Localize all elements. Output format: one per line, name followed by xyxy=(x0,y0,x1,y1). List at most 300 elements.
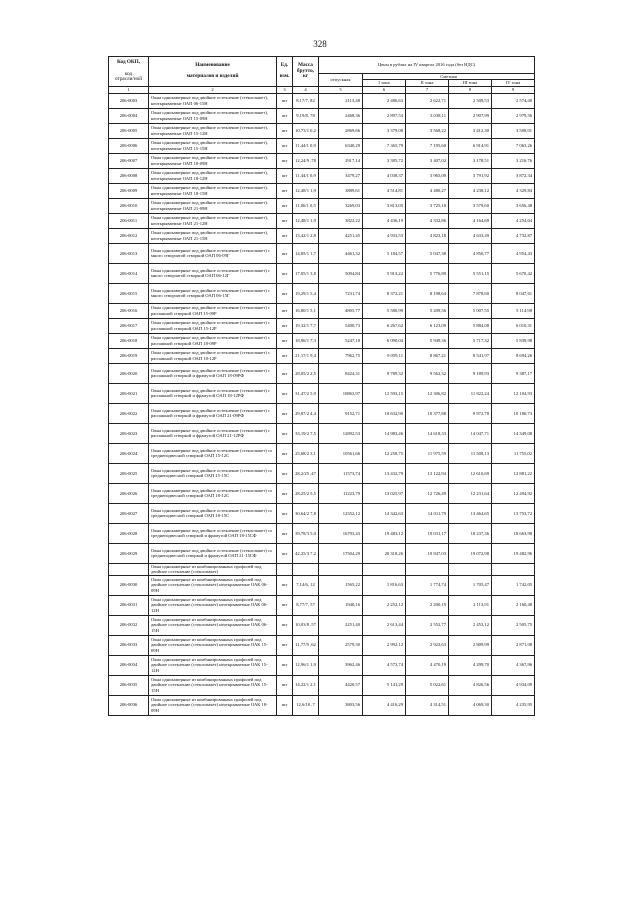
item-code: 206-0022 xyxy=(109,403,149,423)
item-unit: шт xyxy=(277,443,293,463)
item-name: Окна однокамерные из комбинированных профилей под двойное остекление (стеклопакет) xyxy=(149,563,277,575)
item-unit: шт xyxy=(277,383,293,403)
zone-4-price: 4 367,96 xyxy=(492,655,535,675)
zone-3-price: 1 705,47 xyxy=(449,575,492,595)
item-code: 206-0033 xyxy=(109,635,149,655)
item-code: 206-0024 xyxy=(109,443,149,463)
table-row xyxy=(109,543,535,563)
zone-2-price: 5 047,38 xyxy=(406,243,449,263)
item-code: 206-0023 xyxy=(109,423,149,443)
zone-2-price: 2 200,19 xyxy=(406,595,449,615)
item-mass: 19,32/1 7,7 xyxy=(293,318,319,333)
item-mass: 12,24/9 ,78 xyxy=(293,153,319,168)
estimate-header: Сметная xyxy=(363,74,535,80)
item-code: 206-0013 xyxy=(109,243,149,263)
zone-4-price: 6 010,31 xyxy=(492,318,535,333)
zone-2-price: 14 011,79 xyxy=(406,503,449,523)
zone-2-price: 4 480,27 xyxy=(406,183,449,198)
item-unit: шт xyxy=(277,93,293,108)
item-name: Окна однокамерные из комбинированных профилей под двойное остекление (стеклопакет) неоткрываемые ОАК 06-12Н xyxy=(149,595,277,615)
table-row xyxy=(109,463,535,483)
zone-4-price: 12 104,93 xyxy=(492,383,535,403)
item-name: Окна однокамерные из комбинированных профилей под двойное остекление (стеклопакет) неоткрываемые ОАК 15-09Н xyxy=(149,635,277,655)
item-code: 206-0034 xyxy=(109,655,149,675)
item-code: 206-0017 xyxy=(109,318,149,333)
release-price: 12892,53 xyxy=(319,423,363,443)
zone-1-price: 4 038,37 xyxy=(363,168,406,183)
zone-1-price: 2 486,63 xyxy=(363,93,406,108)
item-unit: шт xyxy=(277,575,293,595)
release-price: 3479,27 xyxy=(319,168,363,183)
zone-1-price: 6 267,62 xyxy=(363,318,406,333)
zone-3-price: 13 464,65 xyxy=(449,503,492,523)
table-row xyxy=(109,403,535,423)
item-mass: 31,47/2 5,9 xyxy=(293,383,319,403)
zone-3-price: 11 508,13 xyxy=(449,443,492,463)
zone-1-price: 13 432,79 xyxy=(363,463,406,483)
price-header: Цены в рублях на IV квартал 2016 года (без НДС) xyxy=(319,57,535,74)
zone-4-price: 4 235,95 xyxy=(492,695,535,715)
item-unit xyxy=(277,563,293,575)
item-unit: шт xyxy=(277,318,293,333)
item-name: Окна однокамерные под двойное остекление (стеклопакет), неоткрываемые ОАП 15-09Н xyxy=(149,108,277,123)
release-price: 2917,14 xyxy=(319,153,363,168)
item-unit: шт xyxy=(277,543,293,563)
release-price: 2468,36 xyxy=(319,108,363,123)
item-name: Окна однокамерные под двойное остекление (стеклопакет) с распашной створкой и фрамугой ОАП 21-09РФ xyxy=(149,403,277,423)
table-row xyxy=(109,615,535,635)
item-name: Окна однокамерные под двойное остекление (стеклопакет), неоткрываемые ОАП 21-09Н xyxy=(149,198,277,213)
zone-1-price: 4 436,19 xyxy=(363,213,406,228)
item-unit: шт xyxy=(277,503,293,523)
release-price: 2869,66 xyxy=(319,123,363,138)
zone-3-price: 2 809,99 xyxy=(449,635,492,655)
item-name: Окна однокамерные под двойное остекление (стеклопакет) с много створчатой створкой ОАП 06-12Г xyxy=(149,263,277,283)
release-price: 4805,77 xyxy=(319,303,363,318)
table-row xyxy=(109,363,535,383)
item-name: Окна однокамерные под двойное остекление (стеклопакет) с распашной створкой ОАП 15-12Р xyxy=(149,318,277,333)
zone-4-price xyxy=(492,563,535,575)
zone-1-price: 19 483,12 xyxy=(363,523,406,543)
zone-3-price: 12 610,69 xyxy=(449,463,492,483)
release-price: 1565,22 xyxy=(319,575,363,595)
release-price: 7231,74 xyxy=(319,283,363,303)
table-row xyxy=(109,695,535,715)
item-mass: 8,17/7, 82 xyxy=(293,93,319,108)
zone-4-price: 1 742,05 xyxy=(492,575,535,595)
group-header-row xyxy=(109,563,535,575)
code-header: Код ОКП, код отрасли/ной xyxy=(109,57,149,87)
zone-3-price: 3 579,60 xyxy=(449,198,492,213)
zone-2-price: 8 867,21 xyxy=(406,348,449,363)
item-name: Окна однокамерные под двойное остекление (стеклопакет), неоткрываемые ОАП 18-09Н xyxy=(149,153,277,168)
item-mass: 14,85/1 1,7 xyxy=(293,243,319,263)
zone-1-price: 12 258,75 xyxy=(363,443,406,463)
zone-1-price: 1 816,63 xyxy=(363,575,406,595)
table-row xyxy=(109,423,535,443)
zone-2-price: 3 407,02 xyxy=(406,153,449,168)
item-name: Окна однокамерные под двойное остекление (стеклопакет), неоткрываемые ОАП 21-12Н xyxy=(149,213,277,228)
item-name: Окна однокамерные под двойное остекление (стеклопакет) с распашной створкой ОАП 18-12Р xyxy=(149,348,277,363)
name-header: Наименование материалов и изделий xyxy=(149,57,277,87)
item-unit: шт xyxy=(277,198,293,213)
price-table xyxy=(108,56,535,716)
item-code: 206-0015 xyxy=(109,283,149,303)
item-code: 206-0003 xyxy=(109,93,149,108)
table-row xyxy=(109,635,535,655)
item-name: Окна однокамерные из комбинированных профилей под двойное остекление (стеклопакет) неоткрываемые ОАК 15-12Н xyxy=(149,655,277,675)
zone-4-price: 4 254,04 xyxy=(492,213,535,228)
zone-1-price: 12 593,15 xyxy=(363,383,406,403)
item-code: 206-0005 xyxy=(109,123,149,138)
item-mass: 12,96/1 1,9 xyxy=(293,655,319,675)
item-unit: шт xyxy=(277,675,293,695)
table-row xyxy=(109,198,535,213)
zone-3-price: 8 541,97 xyxy=(449,348,492,363)
item-unit: шт xyxy=(277,283,293,303)
item-mass: 12,48/1 1,9 xyxy=(293,213,319,228)
item-code: 206-0012 xyxy=(109,228,149,243)
release-price: 9152,71 xyxy=(319,403,363,423)
release-price: 5094,84 xyxy=(319,263,363,283)
item-code: 206-0025 xyxy=(109,463,149,483)
zone-2-price: 19 031,17 xyxy=(406,523,449,543)
item-name: Окна однокамерные из комбинированных профилей под двойное остекление (стеклопакет) неоткрываемые ОАК 06-09Н xyxy=(149,575,277,595)
table-row xyxy=(109,348,535,363)
zone-3-price: 5 007,55 xyxy=(449,303,492,318)
zone-1-price: 3 813,05 xyxy=(363,198,406,213)
item-name: Окна однокамерные под двойное остекление (стеклопакет) со среднеподвесной створкой ОАП 18-15С xyxy=(149,503,277,523)
item-code: 206-0018 xyxy=(109,333,149,348)
item-unit: шт xyxy=(277,243,293,263)
zone-3-price: 14 047,71 xyxy=(449,423,492,443)
item-unit: шт xyxy=(277,348,293,363)
zone-3-price: 9 189,93 xyxy=(449,363,492,383)
item-code: 206-0027 xyxy=(109,503,149,523)
zone-2-price: 4 332,86 xyxy=(406,213,449,228)
item-name: Окна однокамерные под двойное остекление (стеклопакет) со среднеподвесной створкой и фрамугой ОАП 18-15СФ xyxy=(149,523,277,543)
zone-4-price: 2 160,48 xyxy=(492,595,535,615)
table-row xyxy=(109,443,535,463)
zone-3-price: 18 237,36 xyxy=(449,523,492,543)
zone-1-price: 5 580,99 xyxy=(363,303,406,318)
zone-2-price: 4 823,18 xyxy=(406,228,449,243)
table-row xyxy=(109,243,535,263)
table-row xyxy=(109,228,535,243)
zone-4-price: 8 694,26 xyxy=(492,348,535,363)
zone-3-price: 4 299,70 xyxy=(449,655,492,675)
zone-4-price: 5 114,98 xyxy=(492,303,535,318)
zone-4-price: 2 574,40 xyxy=(492,93,535,108)
table-row xyxy=(109,595,535,615)
item-code: 206-0011 xyxy=(109,213,149,228)
zone-4-price: 14 349,08 xyxy=(492,423,535,443)
item-code: 206-0010 xyxy=(109,198,149,213)
zone-4-price: 5 670,42 xyxy=(492,263,535,283)
zone-3-price: 19 072,98 xyxy=(449,543,492,563)
item-code: 206-0009 xyxy=(109,183,149,198)
item-code: 206-0004 xyxy=(109,108,149,123)
zone-1-price: 8 372,21 xyxy=(363,283,406,303)
table-row xyxy=(109,318,535,333)
zone-3-price: 9 972,78 xyxy=(449,403,492,423)
zone-4-price: 18 663,98 xyxy=(492,523,535,543)
item-unit: шт xyxy=(277,123,293,138)
release-price: 5247,18 xyxy=(319,333,363,348)
item-mass: 11,44/1 0,9 xyxy=(293,168,319,183)
zone-2-price: 10 377,88 xyxy=(406,403,449,423)
zone-3-price: 3 178,51 xyxy=(449,153,492,168)
zone-2-price: 2 552,77 xyxy=(406,615,449,635)
zone-3-price: 2 907,99 xyxy=(449,108,492,123)
zone-2-price xyxy=(406,563,449,575)
item-unit: шт xyxy=(277,263,293,283)
table-row xyxy=(109,108,535,123)
item-mass: 12,48/1 1,9 xyxy=(293,183,319,198)
release-price: 11223,79 xyxy=(319,483,363,503)
zone-4-price: 4 329,84 xyxy=(492,183,535,198)
zone-3-price xyxy=(449,563,492,575)
item-unit: шт xyxy=(277,595,293,615)
release-price: 2113,48 xyxy=(319,93,363,108)
zone-1-price: 5 913,22 xyxy=(363,263,406,283)
table-row xyxy=(109,153,535,168)
item-unit: шт xyxy=(277,423,293,443)
zone-1-price: 14 342,63 xyxy=(363,503,406,523)
item-unit: шт xyxy=(277,403,293,423)
item-mass xyxy=(293,563,319,575)
item-code: 206-0031 xyxy=(109,595,149,615)
item-mass: 10,03/8 ,57 xyxy=(293,615,319,635)
item-mass: 11,77/9 ,62 xyxy=(293,635,319,655)
item-unit: шт xyxy=(277,635,293,655)
zone-4-price: 12 881,22 xyxy=(492,463,535,483)
item-unit: шт xyxy=(277,213,293,228)
table-row xyxy=(109,383,535,403)
zone-4-header: IV зона xyxy=(492,80,535,86)
zone-3-price: 7 878,60 xyxy=(449,283,492,303)
item-unit: шт xyxy=(277,138,293,153)
zone-1-price: 20 318,26 xyxy=(363,543,406,563)
release-price: 3889,61 xyxy=(319,183,363,198)
zone-2-header: II зона xyxy=(406,80,449,86)
item-name: Окна однокамерные под двойное остекление (стеклопакет) с много створчатой створкой ОАП 06-09Г xyxy=(149,243,277,263)
item-mass: 7,14/6, 12 xyxy=(293,575,319,595)
release-price: 10863,97 xyxy=(319,383,363,403)
item-code: 206-0021 xyxy=(109,383,149,403)
zone-4-price: 3 216,76 xyxy=(492,153,535,168)
zone-4-price: 5 839,98 xyxy=(492,333,535,348)
item-code: 206-0028 xyxy=(109,523,149,543)
release-price: 4420,57 xyxy=(319,675,363,695)
item-unit: шт xyxy=(277,695,293,715)
zone-1-price: 2 613,44 xyxy=(363,615,406,635)
zone-1-price: 2 252,12 xyxy=(363,595,406,615)
zone-3-price: 3 791,92 xyxy=(449,168,492,183)
zone-3-price: 12 231,64 xyxy=(449,483,492,503)
zone-4-price: 19 482,96 xyxy=(492,543,535,563)
release-price: 5400,73 xyxy=(319,318,363,333)
zone-1-price xyxy=(363,563,406,575)
item-unit: шт xyxy=(277,615,293,635)
zone-3-price: 3 412,30 xyxy=(449,123,492,138)
item-name: Окна однокамерные под двойное остекление (стеклопакет) с распашной створкой и фрамугой ОАП 18-09РФ xyxy=(149,363,277,383)
item-mass: 21,17/1 9,4 xyxy=(293,348,319,363)
item-name: Окна однокамерные под двойное остекление (стеклопакет) со среднеподвесной створкой ОАП 18-12С xyxy=(149,483,277,503)
table-row xyxy=(109,213,535,228)
zone-4-price: 13 753,72 xyxy=(492,503,535,523)
item-mass: 13,42/1 2,8 xyxy=(293,228,319,243)
item-name: Окна однокамерные под двойное остекление (стеклопакет) с распашной створкой и фрамугой ОАП 21-12РФ xyxy=(149,423,277,443)
item-mass: 17,05/1 3,8 xyxy=(293,263,319,283)
zone-1-price: 6 090,04 xyxy=(363,333,406,348)
item-unit: шт xyxy=(277,153,293,168)
zone-3-price: 4 850,77 xyxy=(449,243,492,263)
table-row xyxy=(109,183,535,198)
zone-2-price: 3 725,10 xyxy=(406,198,449,213)
item-mass: 11,44/1 0,9 xyxy=(293,138,319,153)
item-code: 206-0030 xyxy=(109,575,149,595)
zone-1-price: 5 141,29 xyxy=(363,675,406,695)
item-unit: шт xyxy=(277,523,293,543)
release-price: 3269,03 xyxy=(319,198,363,213)
table-row xyxy=(109,483,535,503)
zone-2-price: 12 306,82 xyxy=(406,383,449,403)
item-name: Окна однокамерные под двойное остекление (стеклопакет), неоткрываемые ОАП 06-15Н xyxy=(149,93,277,108)
zone-4-price: 12 494,92 xyxy=(492,483,535,503)
zone-1-price: 4 573,74 xyxy=(363,655,406,675)
zone-4-price: 3 508,01 xyxy=(492,123,535,138)
zone-3-price: 4 069,30 xyxy=(449,695,492,715)
zone-1-price: 2 897,54 xyxy=(363,108,406,123)
zone-4-price: 4 934,09 xyxy=(492,675,535,695)
zone-2-price: 3 568,22 xyxy=(406,123,449,138)
release-price: 1940,16 xyxy=(319,595,363,615)
item-code: 206-0032 xyxy=(109,615,149,635)
item-mass: 39,78/3 5,0 xyxy=(293,523,319,543)
release-price: 3803,56 xyxy=(319,695,363,715)
zone-4-price: 2 505,75 xyxy=(492,615,535,635)
item-name: Окна однокамерные из комбинированных профилей под двойное остекление (стеклопакет) неоткрываемые ОАК 06-15Н xyxy=(149,615,277,635)
item-name: Окна однокамерные под двойное остекление (стеклопакет) с много створчатой створкой ОАП 06-15Г xyxy=(149,283,277,303)
item-name: Окна однокамерные под двойное остекление (стеклопакет), неоткрываемые ОАП 21-15Н xyxy=(149,228,277,243)
table-row xyxy=(109,138,535,153)
zone-1-price: 9 059,11 xyxy=(363,348,406,363)
item-mass: 33,19/2 7,5 xyxy=(293,423,319,443)
zone-3-price: 5 884,08 xyxy=(449,318,492,333)
item-code: 206-0007 xyxy=(109,153,149,168)
item-name: Окна однокамерные под двойное остекление (стеклопакет), неоткрываемые ОАП 15-15Н xyxy=(149,138,277,153)
table-row xyxy=(109,503,535,523)
zone-2-price: 14 618,33 xyxy=(406,423,449,443)
page-number: 328 xyxy=(313,39,327,49)
table-row xyxy=(109,123,535,138)
item-code xyxy=(109,563,149,575)
item-code: 206-0019 xyxy=(109,348,149,363)
item-code: 206-0006 xyxy=(109,138,149,153)
zone-4-price: 11 755,02 xyxy=(492,443,535,463)
table-row xyxy=(109,523,535,543)
item-code: 206-0036 xyxy=(109,695,149,715)
item-mass: 42,25/3 7,2 xyxy=(293,543,319,563)
item-name: Окна однокамерные под двойное остекление (стеклопакет) со среднеподвесной створкой ОАП 15-15С xyxy=(149,463,277,483)
zone-2-price: 4 470,19 xyxy=(406,655,449,675)
zone-4-price: 4 732,87 xyxy=(492,228,535,243)
release-price: 2251,40 xyxy=(319,615,363,635)
zone-3-price: 2 113,91 xyxy=(449,595,492,615)
zone-2-price: 2 622,71 xyxy=(406,93,449,108)
table-row xyxy=(109,333,535,348)
zone-1-price: 3 379,08 xyxy=(363,123,406,138)
zone-4-price: 3 656,48 xyxy=(492,198,535,213)
release-price: 4251,45 xyxy=(319,228,363,243)
zone-2-price: 11 975,59 xyxy=(406,443,449,463)
item-name: Окна однокамерные из комбинированных профилей под двойное остекление (стеклопакет) неоткрываемые ОАК 15-15Н xyxy=(149,675,277,695)
item-unit: шт xyxy=(277,363,293,383)
zone-2-price: 13 122,94 xyxy=(406,463,449,483)
item-mass: 19,29/1 5,4 xyxy=(293,283,319,303)
item-unit: шт xyxy=(277,168,293,183)
release-price: 10561,66 xyxy=(319,443,363,463)
release-price: 12352,12 xyxy=(319,503,363,523)
zone-2-price: 9 562,32 xyxy=(406,363,449,383)
item-mass: 30,64/2 7,8 xyxy=(293,503,319,523)
item-mass: 8,77/7, 57 xyxy=(293,595,319,615)
item-code: 206-0029 xyxy=(109,543,149,563)
zone-1-price: 13 025,97 xyxy=(363,483,406,503)
release-price: 16793,43 xyxy=(319,523,363,543)
item-name: Окна однокамерные под двойное остекление (стеклопакет) с распашной створкой и фрамугой ОАП 18-12РФ xyxy=(149,383,277,403)
table-row xyxy=(109,303,535,318)
item-unit: шт xyxy=(277,183,293,198)
release-price xyxy=(319,563,363,575)
zone-1-price: 3 385,72 xyxy=(363,153,406,168)
zone-2-price: 6 123,09 xyxy=(406,318,449,333)
zone-3-price: 6 914,91 xyxy=(449,138,492,153)
item-mass: 11,06/1 0,5 xyxy=(293,198,319,213)
zone-2-price: 12 726,49 xyxy=(406,483,449,503)
item-mass: 14,22/1 2,1 xyxy=(293,675,319,695)
zone-3-header: III зона xyxy=(449,80,492,86)
zone-3-price: 4 633,49 xyxy=(449,228,492,243)
zone-4-price: 2 979,56 xyxy=(492,108,535,123)
item-unit: шт xyxy=(277,463,293,483)
zone-1-price: 4 933,53 xyxy=(363,228,406,243)
item-mass: 12,6/10 ,7 xyxy=(293,695,319,715)
item-mass: 10,73/1 0,2 xyxy=(293,123,319,138)
zone-3-price: 11 822,24 xyxy=(449,383,492,403)
zone-2-price: 1 774,74 xyxy=(406,575,449,595)
release-price: 11573,74 xyxy=(319,463,363,483)
item-mass: 25,68/2 3,1 xyxy=(293,443,319,463)
zone-3-price: 5 717,32 xyxy=(449,333,492,348)
zone-2-price: 5 776,89 xyxy=(406,263,449,283)
zone-4-price: 4 954,43 xyxy=(492,243,535,263)
zone-1-price: 7 365,79 xyxy=(363,138,406,153)
zone-1-price: 14 983,46 xyxy=(363,423,406,443)
mass-header: Масса брутто, кг xyxy=(293,57,319,87)
release-price: 8424,31 xyxy=(319,363,363,383)
zone-1-price: 10 632,90 xyxy=(363,403,406,423)
release-price: 3822,22 xyxy=(319,213,363,228)
table-row xyxy=(109,93,535,108)
zone-2-price: 4 314,51 xyxy=(406,695,449,715)
zone-4-price: 2 871,08 xyxy=(492,635,535,655)
price-rows xyxy=(109,93,535,715)
item-code: 206-0014 xyxy=(109,263,149,283)
zone-2-price: 19 847,03 xyxy=(406,543,449,563)
item-unit: шт xyxy=(277,655,293,675)
